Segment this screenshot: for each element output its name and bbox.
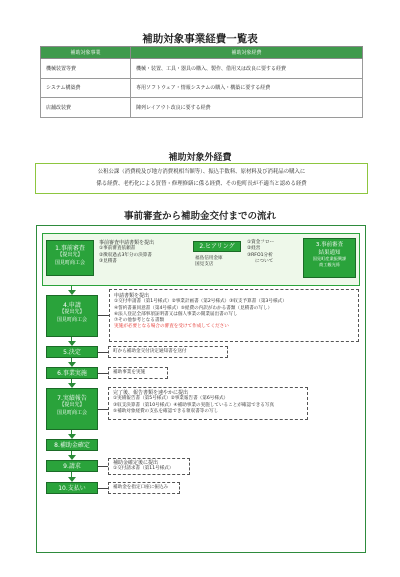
flow-frame [36,225,366,553]
apply-desc-line: ⑥法人登記全部事項証明書又は個人事業の開業届出書の写し [114,311,238,317]
step-label: 3.事前審査 [315,242,344,248]
step-decision: 5.決定 [46,346,98,358]
step-execution: 6.事業実施 [46,367,98,379]
connector [98,352,108,353]
eligible-expense-table [40,46,363,118]
step-decision-desc [108,346,228,358]
hearing-place-2: 国見支店 [195,262,214,268]
table-cell-desc: 機械・装置、工具・器具の購入、製作、借用又は改良に要する経費 [131,59,363,79]
table-header-business: 補助対象事業 [41,47,131,59]
step-sub: 国見町産業振興課 [312,256,347,261]
step-apply-desc [109,289,359,342]
pre-docs-title: 事前審査申請書類を提出 [99,240,155,246]
connector [98,315,109,316]
excluded-line-2: 係る経費、老朽化による買替・修理修繕に係る経費、その他町長が不適当と認める経費 [96,181,307,187]
expense-table-title: 補助対象事業経費一覧表 [142,33,258,45]
step-pre-screening [46,240,94,276]
connector [98,373,108,374]
step-request: 9.請求 [46,460,98,472]
table-cell-desc: 陳列レイアウト改良に要する経費 [131,98,363,118]
connector [98,466,108,467]
apply-desc-line: ①交付申請書（第1号様式）②事業計画書（第2号様式）③収支予算書（第3号様式） [114,299,287,305]
step-sub: 商工観光係 [319,262,340,267]
step-hearing: 2.ヒアリング [193,241,241,252]
report-desc-line: ⑤補助対象経費の支払を確認できる領収書等の写し [113,408,219,414]
connector [98,488,108,489]
step-confirm: 8.補助金確定 [46,439,98,451]
hearing-place [195,256,223,269]
pre-doc-item: ①事前審査依頼書 [99,246,136,252]
report-desc-line: ①実績報告書（第5号様式）②事業報告書（第6号様式） [113,396,229,402]
pre-docs [99,240,194,265]
hearing-items [247,240,274,265]
step-payment-desc [108,482,180,494]
hearing-item: ②経営 [247,246,261,252]
table-row [41,78,363,98]
step-report [46,388,98,430]
step-execution-desc [108,367,168,379]
apply-desc-note: 実施が必要となる場合の審査を受けて作成してください [114,324,229,330]
table-cell-name: 店舗改装費 [41,98,131,118]
step-label: 結果通知 [318,250,341,256]
excluded-line-1: 公租公課（消費税及び地方消費税相当額等）、振込手数料、原材料及び消耗品の購入に [97,169,306,175]
connector [98,409,108,410]
step-sub: 【提出先】 [59,402,85,408]
table-cell-name: システム構築費 [41,78,131,98]
apply-desc-line: ⑦その他参考となる書類 [114,318,165,324]
payment-desc: 補助金を指定口座に振込み [113,485,169,490]
table-header-expense: 補助対象経費 [131,47,363,59]
pre-doc-item: ②徴収過去3年分の決算書 [99,252,152,258]
excluded-expense-title: 補助対象外経費 [168,153,232,163]
apply-desc-line: ④誓約書兼同意書（第4号様式）⑤経費の内訳がわかる書類（見積書の写し） [114,305,273,311]
table-row [41,59,363,79]
table-cell-name: 機械装置等費 [41,59,131,79]
step-sub: 【提出先】 [59,309,85,315]
step-sub: 【提出先】 [57,252,83,258]
request-desc-line: ①交付請求書（第11号様式） [113,466,174,472]
step-label: 7.実績報告 [57,395,87,402]
report-desc-title: 完了後、報告書類を速やかに提出 [113,390,189,396]
report-desc-line: ③収支決算書（第10号様式）④補助事業の実施していることが確認できる写真 [113,402,275,408]
request-desc-title: 補助金確定後に提出 [113,460,159,466]
step-payment: 10.支払い [46,482,98,494]
step-report-desc [108,387,308,420]
step-sub: 国見町商工会 [56,409,87,416]
step-label: 1.事前審査 [55,245,85,252]
step-sub: 国見町商工会 [54,259,85,266]
decision-desc: 町から補助金交付決定通知書を送付 [113,349,187,354]
step-sub: 国見町商工会 [56,316,87,323]
hearing-item: について [255,258,274,264]
excluded-expense-box [35,163,368,194]
step-apply [46,295,98,337]
flow-title: 事前審査から補助金交付までの流れ [123,211,276,222]
apply-desc-title: 申請書類を提出 [114,293,150,299]
step-pre-result [303,238,356,278]
pre-doc-item: ③見積書 [99,258,117,264]
hearing-place-1: 福島信用金庫 [195,256,223,261]
hearing-item: ③RFO1分析 [247,252,273,258]
step-label: 4.申請 [63,302,81,309]
hearing-item: ①資金フロー [247,240,275,245]
table-cell-desc: 専用ソフトウェア・情報システムの購入・構築に要する経費 [131,78,363,98]
step-request-desc [108,458,190,475]
table-row [41,98,363,118]
execution-desc: 補助事業を実施 [113,370,146,375]
